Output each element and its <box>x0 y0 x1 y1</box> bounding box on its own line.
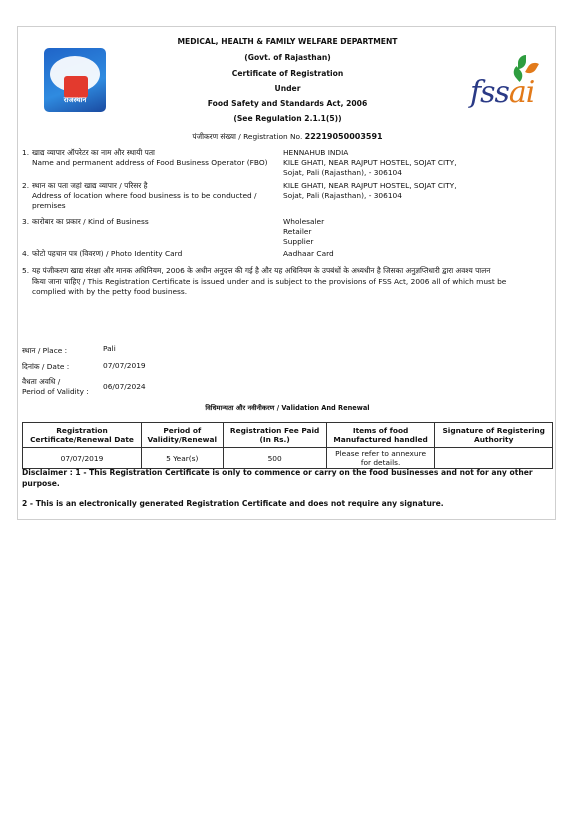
premises-address-value: KILE GHATI, NEAR RAJPUT HOSTEL, SOJAT CITY, Sojat, Pali (Rajasthan), - 306104 <box>283 181 457 200</box>
fbo-name-label: खाद्य व्यापार ऑपरेटर का नाम और स्थायी पता Name and permanent address of Food Business Operator (FBO) <box>32 148 268 167</box>
clause-5-text: यह पंजीकरण खाद्य संरक्षा और मानक अधिनियम, 2006 के अधीन अनुदत्त की गई है और यह अधिनियम के उपबंधों के अध्यधीन है जिसका अनुज्ञप्तिधारी द्वारा अवश्य पालन किया जाना चाहिए / This Registration Certificate is issued under and is subject to the provisions of FSS Act, 2006 all of which must be complied with by the petty food business. <box>32 266 507 296</box>
field-number: 5. <box>22 266 30 275</box>
certificate-page <box>17 26 556 520</box>
under-heading: Under <box>274 84 301 93</box>
header-registration-fee: Registration Fee Paid (In Rs.) <box>223 423 326 448</box>
act-heading: Food Safety and Standards Act, 2006 <box>207 99 368 108</box>
department-heading: MEDICAL, HEALTH & FAMILY WELFARE DEPARTMENT <box>177 37 398 46</box>
cell-period: 5 Year(s) <box>141 448 223 469</box>
header-period-validity: Period of Validity/Renewal <box>141 423 223 448</box>
validity-label: वैधता अवधि / Period of Validity : <box>22 377 89 396</box>
table-header-row <box>23 423 553 448</box>
registration-number-value: 22219050003591 <box>304 132 383 141</box>
cell-items: Please refer to annexure for details. <box>326 448 435 469</box>
field-number: 2. <box>22 181 30 190</box>
kind-of-business-value: Wholesaler Retailer Supplier <box>283 217 325 246</box>
fssai-wordmark: fssai <box>470 75 535 110</box>
cell-signature <box>435 448 553 469</box>
cell-fee: 500 <box>223 448 326 469</box>
validation-renewal-table <box>22 422 553 469</box>
validity-value: 06/07/2024 <box>103 382 146 391</box>
header-signature: Signature of Registering Authority <box>435 423 553 448</box>
fbo-name-value: HENNAHUB INDIA KILE GHATI, NEAR RAJPUT HOSTEL, SOJAT CITY, Sojat, Pali (Rajasthan), - 306104 <box>283 148 457 177</box>
field-number: 3. <box>22 217 30 226</box>
date-value: 07/07/2019 <box>103 361 146 370</box>
disclaimer-note: 2 - This is an electronically generated Registration Certificate and does not require any signature. <box>22 499 444 508</box>
field-number: 4. <box>22 249 30 258</box>
header-registration-date: Registration Certificate/Renewal Date <box>23 423 142 448</box>
registration-number-label: पंजीकरण संख्या / Registration No. <box>192 132 303 141</box>
disclaimer-text: Disclaimer : 1 - This Registration Certificate is only to commence or carry on the food businesses and not for any other purpose. <box>22 468 533 488</box>
kind-of-business-label: कारोबार का प्रकार / Kind of Business <box>32 217 149 226</box>
header-items-of-food: Items of food Manufactured handled <box>326 423 435 448</box>
photo-id-value: Aadhaar Card <box>283 249 334 258</box>
govt-heading: (Govt. of Rajasthan) <box>244 53 331 62</box>
table-row <box>23 448 553 469</box>
field-number: 1. <box>22 148 30 157</box>
validation-renewal-title: विधिमान्यता और नवीनीकरण / Validation And Renewal <box>205 404 370 412</box>
premises-address-label: स्थान का पता जहां खाद्य व्यापार / परिसर है Address of location where food business is to be conducted / premises <box>32 181 257 210</box>
regulation-heading: (See Regulation 2.1.1(5)) <box>233 114 342 123</box>
date-label: दिनांक / Date : <box>22 362 70 371</box>
place-label: स्थान / Place : <box>22 346 68 355</box>
place-value: Pali <box>103 344 116 353</box>
registration-number-row <box>18 132 557 142</box>
cell-date: 07/07/2019 <box>23 448 142 469</box>
certificate-title: Certificate of Registration <box>231 69 344 78</box>
logo-caption: राजस्थान <box>63 96 87 104</box>
photo-id-label: फोटो पहचान पत्र (विवरण) / Photo Identity Card <box>32 249 183 258</box>
